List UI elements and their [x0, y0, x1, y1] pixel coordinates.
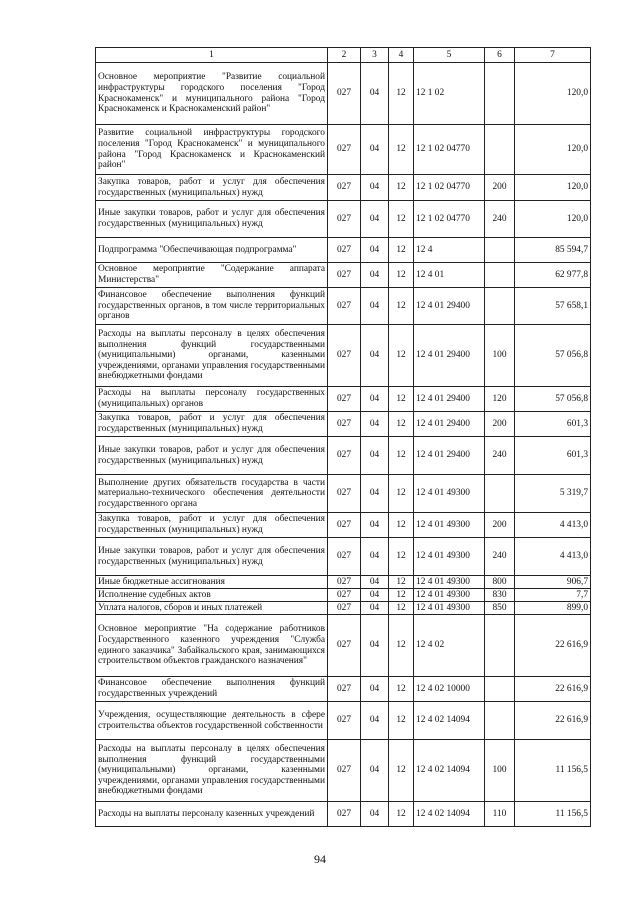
expense-type [485, 677, 515, 702]
table-row [96, 125, 591, 175]
section-code: 04 [361, 125, 389, 175]
ministry-code: 027 [328, 288, 361, 325]
row-name: Иные закупки товаров, работ и услуг для обеспечения государственных (муниципальных) нужд [96, 201, 328, 238]
row-name: Иные закупки товаров, работ и услуг для обеспечения государственных (муниципальных) нужд [96, 437, 328, 475]
subsection-code: 12 [389, 412, 414, 437]
header-cell-target: 5 [414, 48, 485, 63]
table-row [96, 175, 591, 201]
section-code: 04 [361, 475, 389, 513]
ministry-code: 027 [328, 702, 361, 740]
expense-type: 110 [485, 802, 515, 827]
amount: 22 616,9 [515, 615, 591, 677]
target-article: 12 4 [414, 238, 485, 263]
section-code: 04 [361, 677, 389, 702]
table-row [96, 475, 591, 513]
page-number: 94 [314, 852, 326, 866]
ministry-code: 027 [328, 201, 361, 238]
ministry-code: 027 [328, 513, 361, 538]
row-name: Расходы на выплаты персоналу казенных учреждений [96, 802, 328, 827]
amount: 120,0 [515, 125, 591, 175]
amount: 11 156,5 [515, 740, 591, 802]
row-name: Иные закупки товаров, работ и услуг для обеспечения государственных (муниципальных) нужд [96, 538, 328, 576]
table-row [96, 538, 591, 576]
target-article: 12 4 02 14094 [414, 802, 485, 827]
expense-type [485, 63, 515, 125]
row-name: Основное мероприятие "Содержание аппарата Министерства" [96, 263, 328, 288]
table-row [96, 387, 591, 412]
expense-type: 200 [485, 513, 515, 538]
table-row [96, 802, 591, 827]
subsection-code: 12 [389, 677, 414, 702]
ministry-code: 027 [328, 387, 361, 412]
row-name: Закупка товаров, работ и услуг для обеспечения государственных (муниципальных) нужд [96, 513, 328, 538]
row-name: Закупка товаров, работ и услуг для обеспечения государственных (муниципальных) нужд [96, 175, 328, 201]
target-article: 12 4 01 49300 [414, 589, 485, 602]
amount: 62 977,8 [515, 263, 591, 288]
subsection-code: 12 [389, 576, 414, 589]
expense-type: 200 [485, 412, 515, 437]
ministry-code: 027 [328, 263, 361, 288]
section-code: 04 [361, 263, 389, 288]
row-name: Основное мероприятие "На содержание работников Государственного казенного учреждения "Служба единого заказчика" Забайкальского края, занимающихся строительством объектов гражданского назначения" [96, 615, 328, 677]
subsection-code: 12 [389, 263, 414, 288]
expense-type: 240 [485, 538, 515, 576]
target-article: 12 4 01 29400 [414, 437, 485, 475]
table-row [96, 288, 591, 325]
ministry-code: 027 [328, 412, 361, 437]
row-name: Расходы на выплаты персоналу государственных (муниципальных) органов [96, 387, 328, 412]
target-article: 12 1 02 [414, 63, 485, 125]
target-article: 12 4 01 [414, 263, 485, 288]
row-name: Подпрограмма "Обеспечивающая подпрограмма" [96, 238, 328, 263]
section-code: 04 [361, 513, 389, 538]
amount: 11 156,5 [515, 802, 591, 827]
target-article: 12 4 02 14094 [414, 702, 485, 740]
expense-type [485, 238, 515, 263]
table-row [96, 615, 591, 677]
subsection-code: 12 [389, 63, 414, 125]
row-name: Учреждения, осуществляющие деятельность в сфере строительства объектов государственной собственности [96, 702, 328, 740]
section-code: 04 [361, 288, 389, 325]
amount: 4 413,0 [515, 513, 591, 538]
ministry-code: 027 [328, 437, 361, 475]
amount: 120,0 [515, 201, 591, 238]
row-name: Исполнение судебных актов [96, 589, 328, 602]
amount: 5 319,7 [515, 475, 591, 513]
amount: 120,0 [515, 63, 591, 125]
ministry-code: 027 [328, 602, 361, 615]
subsection-code: 12 [389, 387, 414, 412]
subsection-code: 12 [389, 325, 414, 387]
ministry-code: 027 [328, 175, 361, 201]
row-name: Расходы на выплаты персоналу в целях обеспечения выполнения функций государственными (муниципальными) органами, казенными учреждениями, органами управления государственными внебюджетными фондами [96, 740, 328, 802]
expense-type: 240 [485, 437, 515, 475]
ministry-code: 027 [328, 677, 361, 702]
table-row [96, 201, 591, 238]
ministry-code: 027 [328, 615, 361, 677]
subsection-code: 12 [389, 513, 414, 538]
amount: 601,3 [515, 437, 591, 475]
amount: 57 658,1 [515, 288, 591, 325]
subsection-code: 12 [389, 802, 414, 827]
subsection-code: 12 [389, 125, 414, 175]
row-name: Закупка товаров, работ и услуг для обеспечения государственных (муниципальных) нужд [96, 412, 328, 437]
target-article: 12 4 01 49300 [414, 513, 485, 538]
amount: 85 594,7 [515, 238, 591, 263]
expense-type: 850 [485, 602, 515, 615]
section-code: 04 [361, 63, 389, 125]
header-cell-ministry: 2 [328, 48, 361, 63]
subsection-code: 12 [389, 175, 414, 201]
section-code: 04 [361, 702, 389, 740]
table-row [96, 412, 591, 437]
amount: 601,3 [515, 412, 591, 437]
table-row [96, 576, 591, 589]
amount: 57 056,8 [515, 387, 591, 412]
target-article: 12 4 01 29400 [414, 387, 485, 412]
subsection-code: 12 [389, 602, 414, 615]
section-code: 04 [361, 602, 389, 615]
amount: 906,7 [515, 576, 591, 589]
row-name: Выполнение других обязательств государства в части материально-технического обеспечения деятельности государственного органа [96, 475, 328, 513]
ministry-code: 027 [328, 125, 361, 175]
expense-type [485, 475, 515, 513]
table-row [96, 740, 591, 802]
table-row [96, 325, 591, 387]
subsection-code: 12 [389, 740, 414, 802]
target-article: 12 1 02 04770 [414, 175, 485, 201]
ministry-code: 027 [328, 589, 361, 602]
section-code: 04 [361, 412, 389, 437]
subsection-code: 12 [389, 238, 414, 263]
expense-type: 100 [485, 325, 515, 387]
amount: 7,7 [515, 589, 591, 602]
ministry-code: 027 [328, 576, 361, 589]
header-cell-amount: 7 [515, 48, 591, 63]
table-row [96, 677, 591, 702]
ministry-code: 027 [328, 802, 361, 827]
target-article: 12 4 01 49300 [414, 602, 485, 615]
table-row [96, 238, 591, 263]
expense-type [485, 263, 515, 288]
expense-type [485, 615, 515, 677]
row-name: Расходы на выплаты персоналу в целях обеспечения выполнения функций государственными (муниципальными) органами, казенными учреждениями, органами управления государственными внебюджетными фондами [96, 325, 328, 387]
section-code: 04 [361, 538, 389, 576]
section-code: 04 [361, 201, 389, 238]
subsection-code: 12 [389, 615, 414, 677]
amount: 899,0 [515, 602, 591, 615]
table-row [96, 263, 591, 288]
subsection-code: 12 [389, 437, 414, 475]
header-cell-name: 1 [96, 48, 328, 63]
section-code: 04 [361, 615, 389, 677]
target-article: 12 4 01 49300 [414, 538, 485, 576]
subsection-code: 12 [389, 538, 414, 576]
row-name: Основное мероприятие "Развитие социальной инфраструктуры городского поселения "Город Краснокаменск" и муниципального района "Город Краснокаменск и Краснокаменский район" [96, 63, 328, 125]
ministry-code: 027 [328, 63, 361, 125]
target-article: 12 1 02 04770 [414, 201, 485, 238]
ministry-code: 027 [328, 238, 361, 263]
target-article: 12 4 01 49300 [414, 576, 485, 589]
section-code: 04 [361, 175, 389, 201]
amount: 22 616,9 [515, 677, 591, 702]
expense-type [485, 288, 515, 325]
target-article: 12 4 01 49300 [414, 475, 485, 513]
expense-type: 200 [485, 175, 515, 201]
row-name: Финансовое обеспечение выполнения функций государственных органов, в том числе территориальных органов [96, 288, 328, 325]
table-row [96, 437, 591, 475]
target-article: 12 1 02 04770 [414, 125, 485, 175]
section-code: 04 [361, 740, 389, 802]
subsection-code: 12 [389, 589, 414, 602]
ministry-code: 027 [328, 325, 361, 387]
header-cell-section: 3 [361, 48, 389, 63]
ministry-code: 027 [328, 740, 361, 802]
row-name: Иные бюджетные ассигнования [96, 576, 328, 589]
table-row [96, 513, 591, 538]
table-row [96, 589, 591, 602]
target-article: 12 4 01 29400 [414, 288, 485, 325]
expense-type: 830 [485, 589, 515, 602]
budget-table [95, 47, 591, 827]
header-row [96, 48, 591, 63]
section-code: 04 [361, 387, 389, 412]
target-article: 12 4 01 29400 [414, 325, 485, 387]
row-name: Развитие социальной инфраструктуры городского поселения "Город Краснокаменск" и муниципального района "Город Краснокаменск и Краснокаменский район" [96, 125, 328, 175]
expense-type: 800 [485, 576, 515, 589]
target-article: 12 4 01 29400 [414, 412, 485, 437]
amount: 57 056,8 [515, 325, 591, 387]
target-article: 12 4 02 10000 [414, 677, 485, 702]
section-code: 04 [361, 576, 389, 589]
amount: 4 413,0 [515, 538, 591, 576]
header-cell-subsection: 4 [389, 48, 414, 63]
table-row [96, 702, 591, 740]
section-code: 04 [361, 325, 389, 387]
table-body [96, 63, 591, 827]
ministry-code: 027 [328, 538, 361, 576]
subsection-code: 12 [389, 288, 414, 325]
row-name: Уплата налогов, сборов и иных платежей [96, 602, 328, 615]
expense-type [485, 125, 515, 175]
expense-type: 100 [485, 740, 515, 802]
section-code: 04 [361, 238, 389, 263]
section-code: 04 [361, 802, 389, 827]
table-row [96, 602, 591, 615]
subsection-code: 12 [389, 475, 414, 513]
subsection-code: 12 [389, 201, 414, 238]
expense-type: 120 [485, 387, 515, 412]
expense-type: 240 [485, 201, 515, 238]
amount: 120,0 [515, 175, 591, 201]
expense-type [485, 702, 515, 740]
header-cell-expense: 6 [485, 48, 515, 63]
row-name: Финансовое обеспечение выполнения функций государственных учреждений [96, 677, 328, 702]
target-article: 12 4 02 14094 [414, 740, 485, 802]
section-code: 04 [361, 437, 389, 475]
amount: 22 616,9 [515, 702, 591, 740]
section-code: 04 [361, 589, 389, 602]
subsection-code: 12 [389, 702, 414, 740]
ministry-code: 027 [328, 475, 361, 513]
table-row [96, 63, 591, 125]
target-article: 12 4 02 [414, 615, 485, 677]
